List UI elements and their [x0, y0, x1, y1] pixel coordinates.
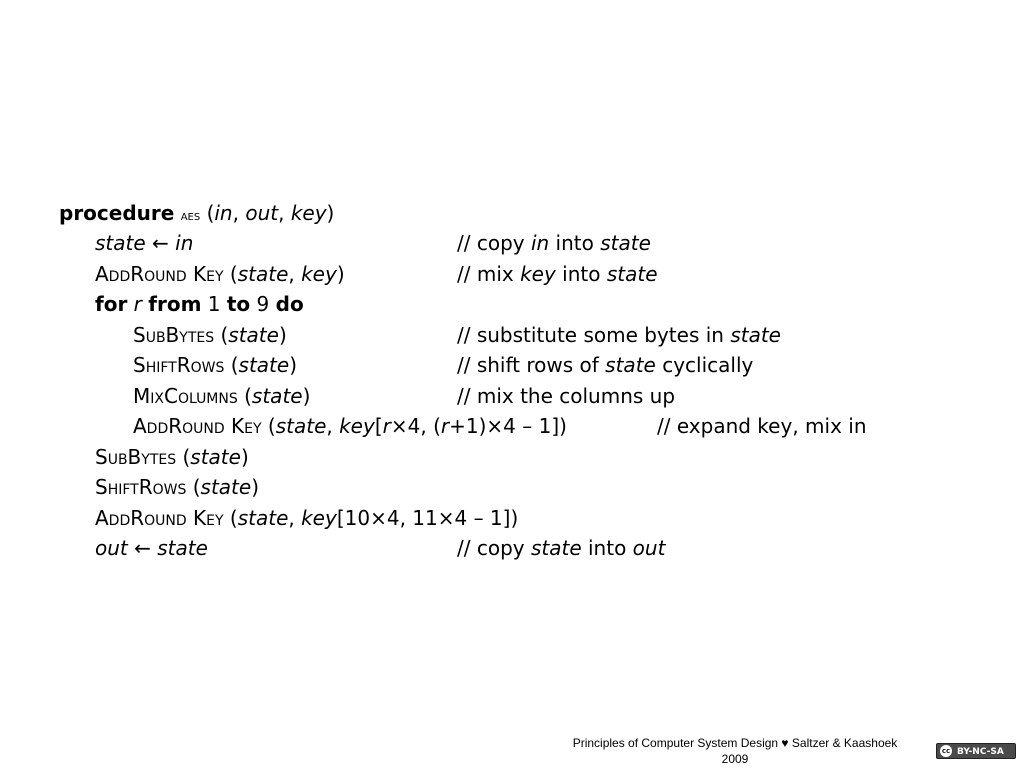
- function-subbytes: SubBytes: [133, 323, 215, 347]
- comment-text: // expand key, mix in: [657, 414, 867, 438]
- function-addroundkey: AddRound Key: [133, 414, 262, 438]
- paren: ): [302, 384, 311, 408]
- paren: ): [326, 201, 335, 225]
- paren: (: [237, 384, 252, 408]
- paren: (: [261, 414, 276, 438]
- function-subbytes: SubBytes: [95, 445, 177, 469]
- var-key: key: [301, 506, 337, 530]
- code-line-addroundkey-final: [95, 506, 518, 530]
- comma: ,: [288, 506, 302, 530]
- comment-copy-in: [457, 231, 651, 255]
- paren: (: [224, 353, 239, 377]
- number: 1: [207, 292, 221, 316]
- comment-text: // mix: [457, 262, 521, 286]
- code-line-procedure: [59, 201, 334, 228]
- comment-var: state: [605, 353, 656, 377]
- paren: (: [176, 445, 191, 469]
- param-in: in: [214, 201, 233, 225]
- paren: (: [186, 475, 201, 499]
- code-line-mixcolumns: [133, 384, 310, 408]
- paren: ): [240, 445, 249, 469]
- paren: ): [278, 323, 287, 347]
- comma: ,: [288, 262, 302, 286]
- comment-text: // substitute some bytes in: [457, 323, 731, 347]
- paren: (: [206, 201, 215, 225]
- comment-substitute: [457, 323, 781, 347]
- paren: (: [214, 323, 229, 347]
- code-line-for-loop: [95, 292, 304, 316]
- footer-year: 2009: [721, 752, 749, 766]
- param-key: key: [290, 201, 327, 225]
- comment-mix-key: [457, 262, 658, 286]
- comment-text: // shift rows of: [457, 353, 606, 377]
- expr: ×4, (: [390, 414, 441, 438]
- comment-var: in: [530, 231, 550, 255]
- code-line-state-assign: [95, 231, 193, 255]
- var-r: r: [440, 414, 450, 438]
- paren: (: [223, 506, 238, 530]
- comment-mix-columns: [457, 384, 675, 408]
- function-shiftrows: ShiftRows: [133, 353, 225, 377]
- var-state: state: [95, 231, 146, 255]
- keyword-do: do: [275, 292, 304, 316]
- expr: +1)×4 – 1]): [449, 414, 567, 438]
- keyword-for: for: [95, 292, 128, 316]
- var-state: state: [228, 323, 279, 347]
- license-label: BY-NC-SA: [957, 747, 1004, 757]
- cc-license-badge: [936, 743, 1016, 759]
- var-state: state: [157, 536, 208, 560]
- comment-text: into: [581, 536, 633, 560]
- keyword-to: to: [226, 292, 251, 316]
- var-state: state: [200, 475, 252, 499]
- comment-text: into: [549, 231, 601, 255]
- assign-arrow: ←: [145, 231, 176, 255]
- code-line-shiftrows-loop: [133, 353, 297, 377]
- code-line-out-assign: [95, 536, 208, 560]
- comment-text: into: [555, 262, 607, 286]
- param-out: out: [245, 201, 279, 225]
- var-state: state: [251, 384, 303, 408]
- comment-var: out: [632, 536, 666, 560]
- comma: ,: [278, 201, 291, 225]
- comment-copy-out: [457, 536, 665, 560]
- var-key: key: [301, 262, 337, 286]
- comment-shift-rows: [457, 353, 753, 377]
- function-shiftrows: ShiftRows: [95, 475, 187, 499]
- paren: ): [289, 353, 298, 377]
- var-state: state: [190, 445, 241, 469]
- comment-var: state: [600, 231, 651, 255]
- comment-text: // copy: [457, 536, 531, 560]
- function-mixcolumns: MixColumns: [133, 384, 238, 408]
- comment-var: key: [520, 262, 556, 286]
- assign-arrow: ←: [127, 536, 158, 560]
- comment-expand-key: [657, 414, 867, 438]
- var-out: out: [95, 536, 128, 560]
- function-addroundkey: AddRound Key: [95, 262, 224, 286]
- paren: ): [336, 262, 345, 286]
- keyword-from: from: [148, 292, 202, 316]
- code-line-addroundkey-loop: [133, 414, 567, 438]
- comment-var: state: [730, 323, 781, 347]
- creative-commons-icon: cc: [941, 747, 951, 755]
- var-key: key: [339, 414, 375, 438]
- code-line-shiftrows-final: [95, 475, 259, 499]
- footer-credit: Principles of Computer System Design ♥ Saltzer & Kaashoek: [572, 736, 898, 750]
- bracket: [: [374, 414, 383, 438]
- slide-footer: [520, 735, 950, 767]
- code-line-addroundkey-1: [95, 262, 345, 286]
- var-r: r: [133, 292, 142, 316]
- var-in: in: [175, 231, 194, 255]
- comment-var: state: [606, 262, 658, 286]
- var-state: state: [275, 414, 327, 438]
- paren: ): [251, 475, 260, 499]
- comment-text: cyclically: [655, 353, 754, 377]
- comma: ,: [326, 414, 340, 438]
- code-line-subbytes-final: [95, 445, 249, 469]
- comment-text: // mix the columns up: [457, 384, 676, 408]
- var-state: state: [238, 353, 290, 377]
- procedure-name: aes: [180, 208, 201, 224]
- number: 9: [256, 292, 270, 316]
- keyword-procedure: procedure: [59, 201, 175, 225]
- expr: [10×4, 11×4 – 1]): [336, 506, 519, 530]
- var-state: state: [237, 506, 289, 530]
- var-r: r: [382, 414, 391, 438]
- comment-text: // copy: [457, 231, 531, 255]
- code-line-subbytes-loop: [133, 323, 287, 347]
- function-addroundkey: AddRound Key: [95, 506, 224, 530]
- comment-var: state: [530, 536, 582, 560]
- comma: ,: [232, 201, 246, 225]
- var-state: state: [237, 262, 289, 286]
- paren: (: [223, 262, 238, 286]
